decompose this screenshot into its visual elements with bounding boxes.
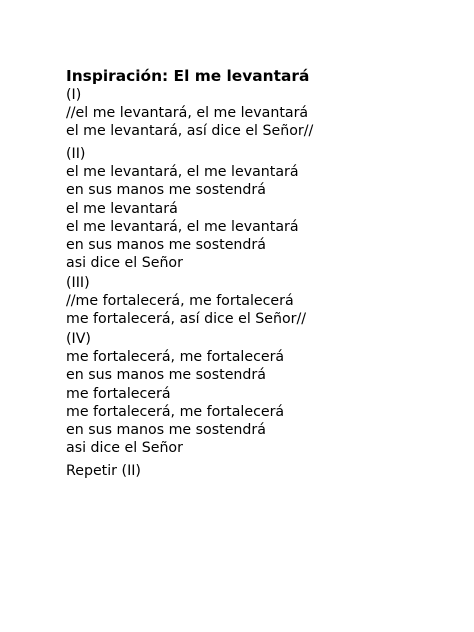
lyric-line: en sus manos me sostendrá <box>66 367 266 384</box>
lyric-line: me fortalecerá <box>66 385 171 402</box>
repeat-instruction: Repetir (II) <box>66 462 141 479</box>
lyric-line: asi dice el Señor <box>66 254 183 271</box>
lyric-line: //me fortalecerá, me fortalecerá <box>66 293 294 310</box>
section-2 <box>66 145 446 272</box>
lyric-line: el me levantará <box>66 200 178 217</box>
lyric-line: en sus manos me sostendrá <box>66 421 266 438</box>
section-marker: (II) <box>66 146 86 163</box>
lyrics-content <box>66 66 446 480</box>
lyric-line: el me levantará, así dice el Señor// <box>66 123 314 140</box>
lyric-line: me fortalecerá, así dice el Señor// <box>66 311 307 328</box>
section-4 <box>66 330 446 457</box>
section-marker: (IV) <box>66 331 91 348</box>
lyric-line: en sus manos me sostendrá <box>66 236 266 253</box>
document-title: Inspiración: El me levantará <box>66 67 310 85</box>
section-3 <box>66 274 446 328</box>
lyric-line: asi dice el Señor <box>66 439 183 456</box>
lyric-line: me fortalecerá, me fortalecerá <box>66 349 285 366</box>
lyric-line: //el me levantará, el me levantará <box>66 105 309 122</box>
section-marker: (I) <box>66 87 82 103</box>
lyric-line: me fortalecerá, me fortalecerá <box>66 403 285 420</box>
lyric-line: el me levantará, el me levantará <box>66 164 299 181</box>
lyric-line: en sus manos me sostendrá <box>66 182 266 199</box>
lyric-line: el me levantará, el me levantará <box>66 218 299 235</box>
section-1 <box>66 86 446 140</box>
section-marker: (III) <box>66 274 90 291</box>
